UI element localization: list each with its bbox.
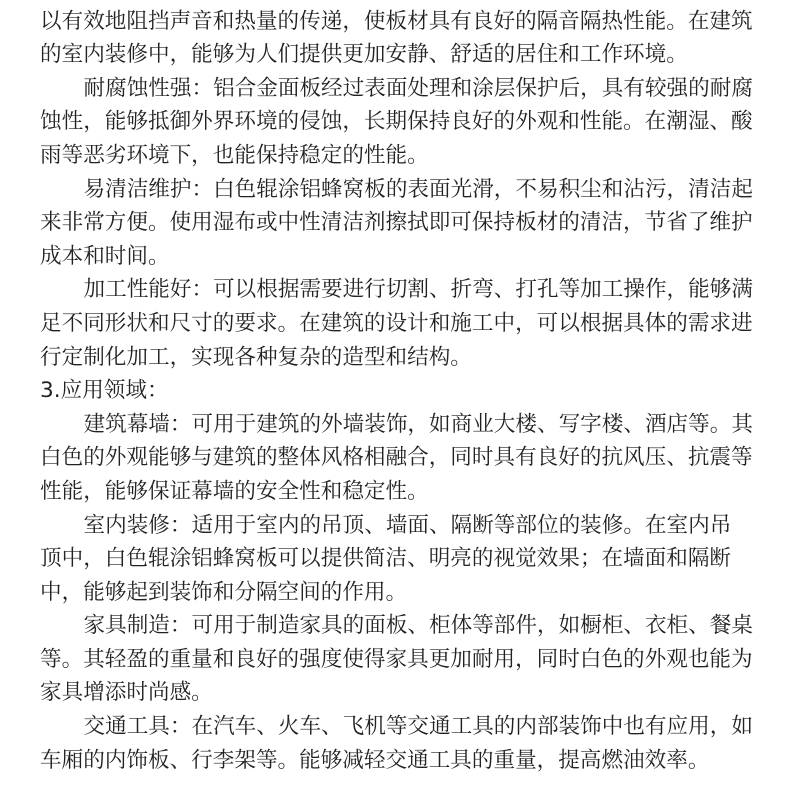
- text-line: 成本和时间。: [40, 243, 170, 269]
- text-line: 家具制造：可用于制造家具的面板、柜体等部件，如橱柜、衣柜、餐桌: [83, 613, 753, 639]
- text-line: 的室内装修中，能够为人们提供更加安静、舒适的居住和工作环境。: [40, 42, 688, 68]
- text-line: 来非常方便。使用湿布或中性清洁剂擦拭即可保持板材的清洁，节省了维护: [40, 210, 753, 236]
- text-line: [40, 0, 770, 5]
- text-line: 室内装修：适用于室内的吊顶、墙面、隔断等部位的装修。在室内吊: [83, 512, 732, 538]
- text-line: 3.应用领域：: [40, 378, 169, 404]
- text-line: 蚀性，能够抵御外界环境的侵蚀，长期保持良好的外观和性能。在潮湿、酸: [40, 109, 753, 135]
- text-line: 等。其轻盈的重量和良好的强度使得家具更加耐用，同时白色的外观也能为: [40, 646, 753, 672]
- document-body: [40, 0, 770, 777]
- text-line: 顶中，白色辊涂铝蜂窝板可以提供简洁、明亮的视觉效果；在墙面和隔断: [40, 546, 732, 572]
- text-line: 易清洁维护：白色辊涂铝蜂窝板的表面光滑，不易积尘和沾污，清洁起: [83, 176, 753, 202]
- text-line: 白色的外观能够与建筑的整体风格相融合，同时具有良好的抗风压、抗震等: [40, 445, 753, 471]
- text-line: 以有效地阻挡声音和热量的传递，使板材具有良好的隔音隔热性能。在建筑: [40, 8, 753, 34]
- text-line: 车厢的内饰板、行李架等。能够减轻交通工具的重量，提高燃油效率。: [40, 747, 710, 773]
- text-line: 加工性能好：可以根据需要进行切割、折弯、打孔等加工操作，能够满: [83, 277, 753, 303]
- text-line: 耐腐蚀性强：铝合金面板经过表面处理和涂层保护后，具有较强的耐腐: [83, 75, 753, 101]
- text-line: 家具增添时尚感。: [40, 680, 213, 706]
- text-line: 性能，能够保证幕墙的安全性和稳定性。: [40, 478, 429, 504]
- text-line: 雨等恶劣环境下，也能保持稳定的性能。: [40, 142, 429, 168]
- text-line: 交通工具：在汽车、火车、飞机等交通工具的内部装饰中也有应用，如: [83, 714, 753, 740]
- text-line: 足不同形状和尺寸的要求。在建筑的设计和施工中，可以根据具体的需求进: [40, 310, 753, 336]
- text-line: 行定制化加工，实现各种复杂的造型和结构。: [40, 344, 472, 370]
- text-line: 中，能够起到装饰和分隔空间的作用。: [40, 579, 408, 605]
- text-line: 建筑幕墙：可用于建筑的外墙装饰，如商业大楼、写字楼、酒店等。其: [83, 411, 753, 437]
